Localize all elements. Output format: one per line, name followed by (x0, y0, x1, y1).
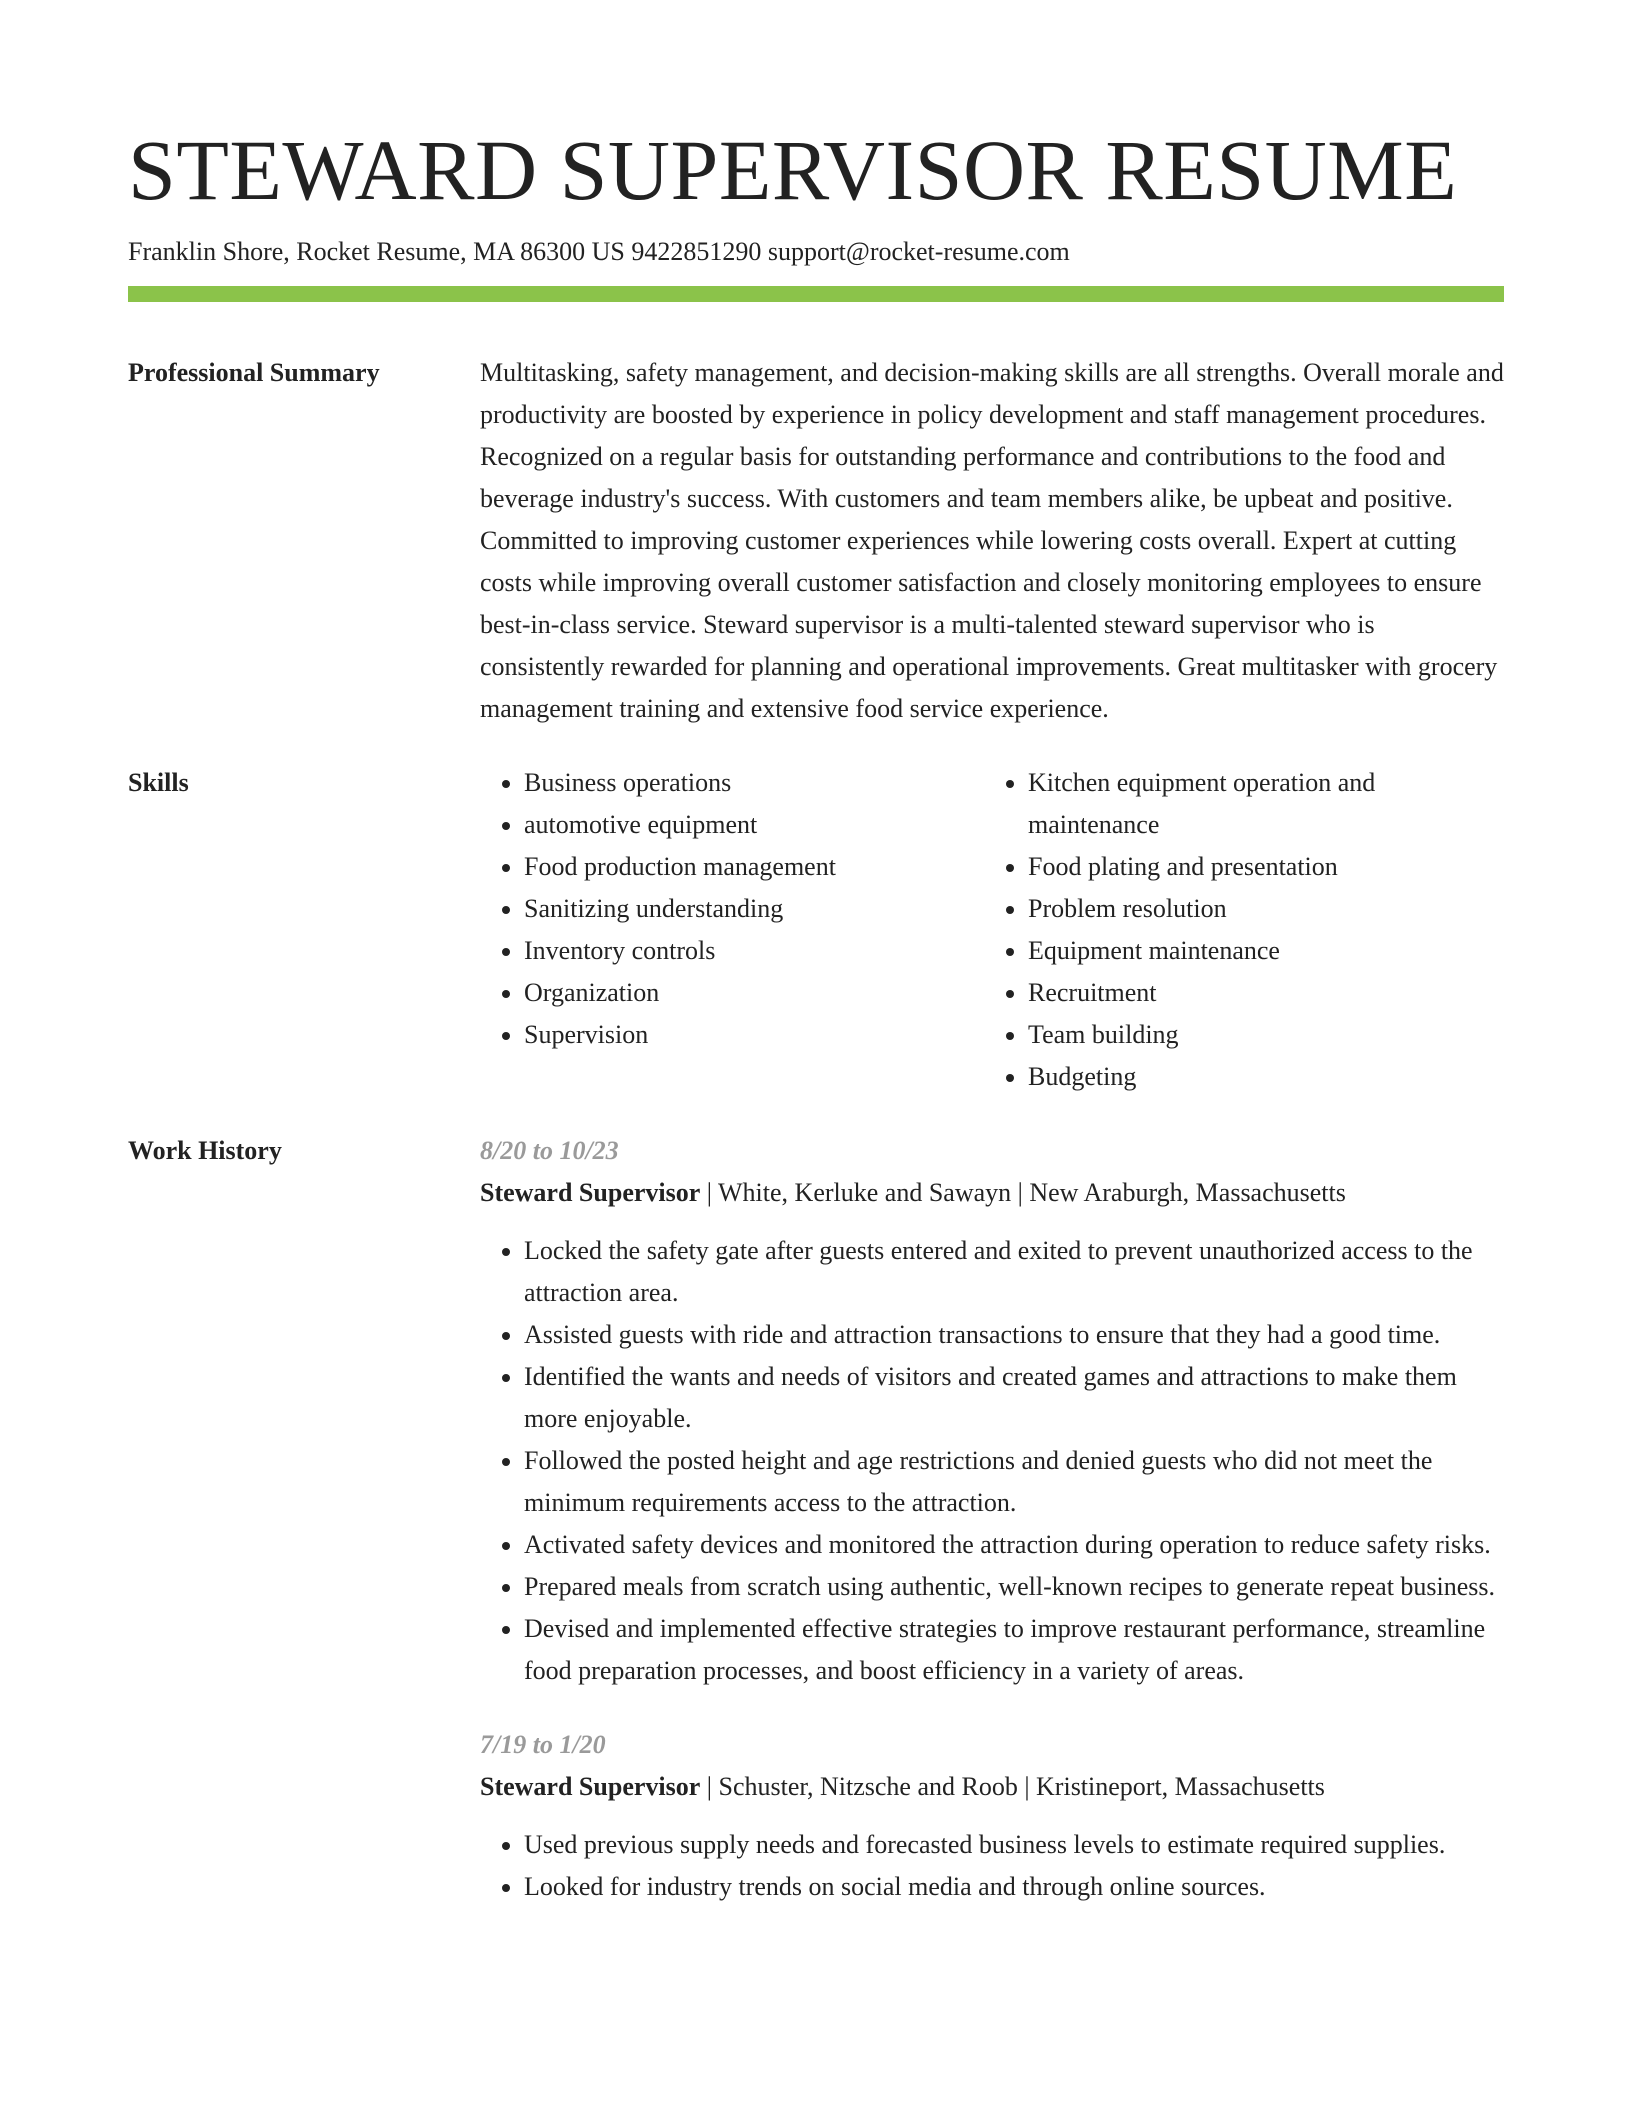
job-entry (480, 1130, 1504, 1692)
job-duties-list (480, 1230, 1504, 1692)
skill-item: • Food plating and presentation (1028, 846, 1488, 888)
skill-item: • Supervision (524, 1014, 984, 1056)
duty-item: • Activated safety devices and monitored the attraction during operation to reduce safety risks. (524, 1524, 1504, 1566)
duty-item: • Locked the safety gate after guests entered and exited to prevent unauthorized access to the attraction area. (524, 1230, 1504, 1314)
professional-summary-section (128, 352, 1504, 730)
section-heading-work-history: Work History (128, 1136, 282, 1165)
job-entry (480, 1724, 1504, 1908)
skill-item: • Team building (1028, 1014, 1488, 1056)
job-employer-location: | Schuster, Nitzsche and Roob | Kristineport, Massachusetts (700, 1772, 1325, 1801)
skill-item: • Inventory controls (524, 930, 984, 972)
job-employer-location: | White, Kerluke and Sawayn | New Araburgh, Massachusetts (700, 1178, 1346, 1207)
skills-list-left (480, 762, 984, 1098)
skill-item: • Equipment maintenance (1028, 930, 1488, 972)
duty-item: • Prepared meals from scratch using authentic, well-known recipes to generate repeat business. (524, 1566, 1504, 1608)
section-heading-skills: Skills (128, 768, 189, 797)
skill-item: • Budgeting (1028, 1056, 1488, 1098)
job-heading (480, 1766, 1504, 1808)
duty-item: • Followed the posted height and age restrictions and denied guests who did not meet the minimum requirements access to the attraction. (524, 1440, 1504, 1524)
contact-info: Franklin Shore, Rocket Resume, MA 86300 US 9422851290 support@rocket-resume.com (128, 237, 1070, 266)
skill-item: • automotive equipment (524, 804, 984, 846)
skill-item: • Sanitizing understanding (524, 888, 984, 930)
job-duties-list (480, 1824, 1504, 1908)
summary-paragraph: Multitasking, safety management, and decision-making skills are all strengths. Overall morale and productivity are boosted by experience in policy development and staff management procedures. Recognized on a regular basis for outstanding performance and contributions to the food and beverage industry's success. With customers and team members alike, be upbeat and positive. Committed to improving customer experiences while lowering costs overall. Expert at cutting costs while improving overall customer satisfaction and closely monitoring employees to ensure best-in-class service. Steward supervisor is a multi-talented steward supervisor who is consistently rewarded for planning and operational improvements. Great multitasker with grocery management training and extensive food service experience. (480, 358, 1504, 723)
skill-item: • Business operations (524, 762, 984, 804)
duty-item: • Looked for industry trends on social media and through online sources. (524, 1866, 1504, 1908)
job-heading (480, 1172, 1504, 1214)
duty-item: • Devised and implemented effective strategies to improve restaurant performance, streamline food preparation processes, and boost efficiency in a variety of areas. (524, 1608, 1504, 1692)
resume-page (128, 0, 1504, 1908)
page-title: STEWARD SUPERVISOR RESUME (128, 122, 1458, 218)
job-dates: 7/19 to 1/20 (480, 1730, 606, 1759)
job-title: Steward Supervisor (480, 1178, 701, 1207)
duty-item: • Used previous supply needs and forecasted business levels to estimate required supplies. (524, 1824, 1504, 1866)
skill-item: • Recruitment (1028, 972, 1488, 1014)
skills-list-right (984, 762, 1488, 1098)
skill-item: • Kitchen equipment operation and maintenance (1028, 762, 1488, 846)
job-title: Steward Supervisor (480, 1772, 701, 1801)
skill-item: • Organization (524, 972, 984, 1014)
header-accent-divider (128, 286, 1504, 302)
duty-item: • Assisted guests with ride and attraction transactions to ensure that they had a good time. (524, 1314, 1504, 1356)
skills-section (128, 762, 1504, 1098)
skill-item: • Problem resolution (1028, 888, 1488, 930)
job-dates: 8/20 to 10/23 (480, 1136, 619, 1165)
skill-item: • Food production management (524, 846, 984, 888)
work-history-section (128, 1130, 1504, 1908)
duty-item: • Identified the wants and needs of visitors and created games and attractions to make them more enjoyable. (524, 1356, 1504, 1440)
section-heading-summary: Professional Summary (128, 358, 380, 387)
